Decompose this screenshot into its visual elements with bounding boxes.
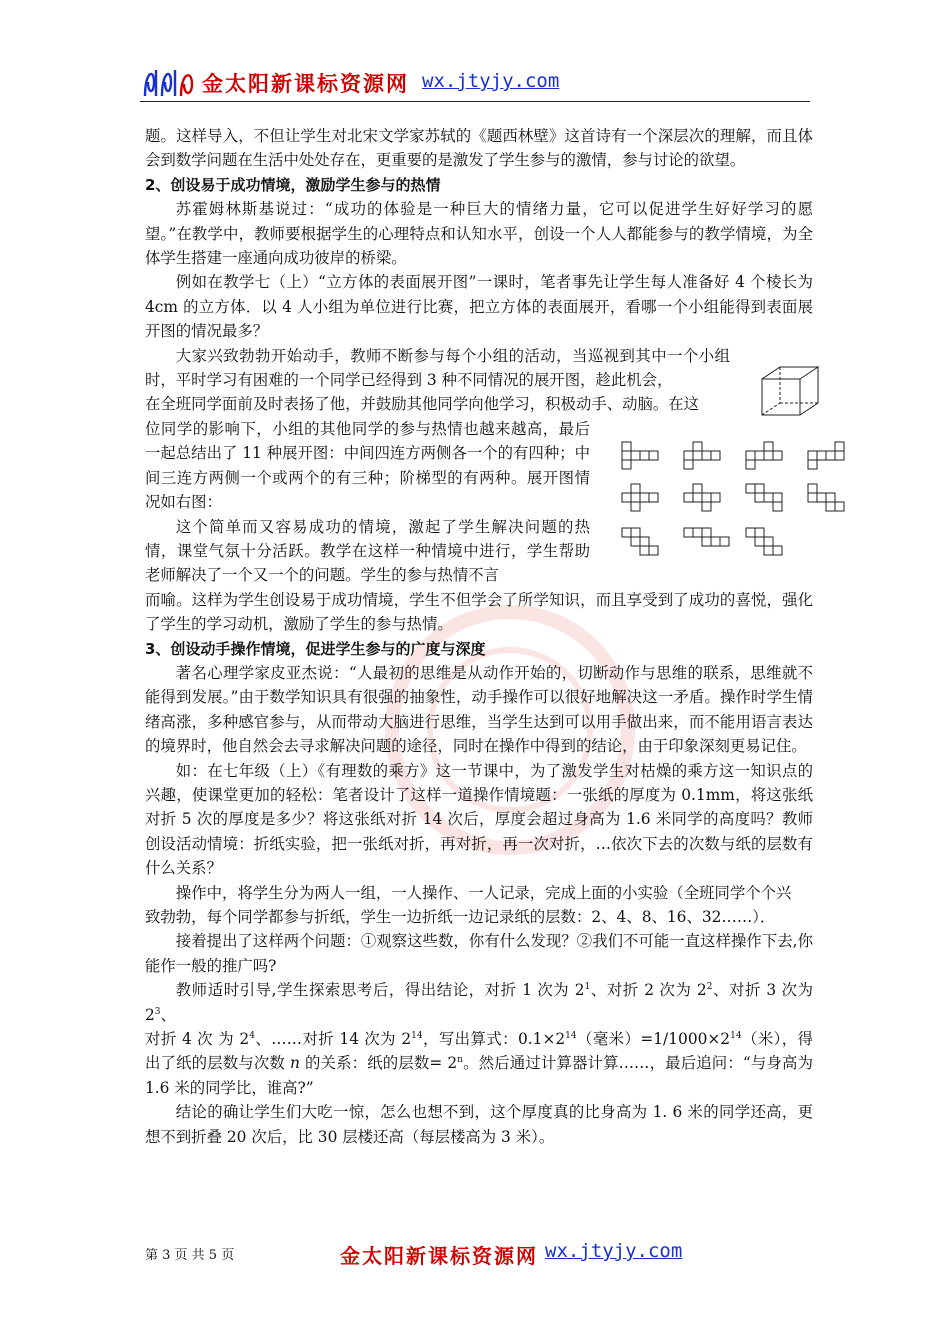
paragraph: 如：在七年级（上）《有理数的乘方》这一节课中，为了激发学生对枯燥的乘方这一知识点的兴趣，使课堂更加的轻松：笔者设计了这样一道操作情境题：一张纸的厚度为 0.1mm，将这张纸对折 5 次的厚度是多少？将这张纸对折 14 次后，厚度会超过身高为 1.6 米同学的高度吗？教师创设活动情境：折纸实验，把一张纸对折，再对折，再一次对折，…依次下去的次数与纸的层数有什么关系？ — [145, 761, 813, 878]
superscript: 3 — [154, 1006, 161, 1017]
net-square — [755, 493, 764, 502]
net-square — [764, 442, 773, 451]
text-run: 的关系：纸的层数= 2 — [299, 1054, 458, 1073]
variable-n: n — [290, 1054, 300, 1073]
net-square — [755, 528, 764, 537]
text-run: （米），得出了纸的层数与次数 — [145, 1030, 813, 1073]
net-square — [808, 460, 817, 469]
net-square — [693, 442, 702, 451]
net-square — [649, 451, 658, 460]
net-square — [764, 451, 773, 460]
net-square — [684, 528, 693, 537]
paragraph: 大家兴致勃勃开始动手，教师不断参与每个小组的活动，当巡视到其中一个小组时，平时学习有困难的一个同学已经得到 3 种不同情况的展开图，趁此机会， — [145, 346, 730, 390]
superscript: 14 — [730, 1030, 742, 1041]
net-square — [684, 460, 693, 469]
net-square — [649, 546, 658, 555]
net-square — [702, 537, 711, 546]
net-square — [702, 528, 711, 537]
page-header — [140, 62, 810, 102]
text-run: 、……对折 14 次为 2 — [254, 1030, 412, 1049]
superscript: 14 — [565, 1030, 577, 1041]
footer-url-link[interactable]: wx.jtyjy.com — [545, 1240, 683, 1262]
net-square — [808, 484, 817, 493]
net-square — [773, 493, 782, 502]
net-square — [817, 493, 826, 502]
site-logo-icon — [140, 62, 196, 102]
brand-name: 金太阳新课标资源网 — [202, 71, 409, 96]
net-square — [649, 493, 658, 502]
net-square — [746, 451, 755, 460]
net-square — [622, 528, 631, 537]
text-run: 、 — [160, 1005, 176, 1024]
net-square — [764, 537, 773, 546]
net-square — [622, 442, 631, 451]
paragraph — [145, 978, 813, 1027]
cube-nets-figure — [618, 440, 862, 570]
net-square — [817, 451, 826, 460]
net-square — [702, 502, 711, 511]
superscript: 4 — [249, 1030, 255, 1041]
net-square — [746, 528, 755, 537]
paragraph: 接着提出了这样两个问题：①观察这些数，你有什么发现？②我们不可能一直这样操作下去,你能作一般的推广吗? — [145, 932, 813, 975]
paragraph: 位同学的影响下，小组的其他同学的参与热情也越来越高，最后一起总结出了 11 种展开图：中间四连方两侧各一个的有四种；中间三连方两侧一个或两个的有三种；阶梯型的有两种。展开图情况如右图： — [145, 419, 590, 512]
net-square — [622, 493, 631, 502]
net-square — [808, 451, 817, 460]
net-square — [764, 493, 773, 502]
net-square — [826, 502, 835, 511]
net-square — [755, 451, 764, 460]
superscript: 2 — [706, 982, 713, 993]
net-square — [826, 493, 835, 502]
net-square — [835, 502, 844, 511]
net-square — [835, 442, 844, 451]
net-square — [835, 451, 844, 460]
net-square — [808, 493, 817, 502]
net-square — [640, 493, 649, 502]
text-run: 、对折 3 次为 2 — [145, 981, 814, 1024]
section-heading: 3、创设动手操作情境，促进学生参与的广度与深度 — [145, 639, 486, 658]
net-square — [622, 460, 631, 469]
cube-figure — [760, 365, 820, 417]
paragraph — [145, 1027, 813, 1100]
text-run: 教师适时引导,学生探索思考后，得出结论，对折 1 次为 2 — [175, 981, 585, 1000]
paragraph: 致勃勃，每个同学都参与折纸，学生一边折纸一边记录纸的层数：2、4、8、16、32……）． — [145, 908, 776, 926]
net-square — [693, 451, 702, 460]
site-url-link[interactable]: wx.jtyjy.com — [422, 70, 560, 92]
net-square — [693, 528, 702, 537]
paragraph: 而喻。这样为学生创设易于成功情境，学生不但学会了所学知识，而且享受到了成功的喜悦，强化了学生的学习动机，激励了学生的参与热情。 — [145, 590, 813, 634]
net-square — [693, 493, 702, 502]
paragraph: 操作中，将学生分为两人一组，一人操作、一人记录，完成上面的小实验（全班同学个个兴 — [175, 883, 792, 902]
net-square — [693, 484, 702, 493]
net-square — [640, 451, 649, 460]
paragraph: 题。这样导入，不但让学生对北宋文学家苏轼的《题西林壁》这首诗有一个深层次的理解，而且体会到数学问题在生活中处处存在，更重要的是激发了学生参与的激情，参与讨论的欲望。 — [145, 127, 813, 170]
net-square — [631, 451, 640, 460]
net-square — [711, 451, 720, 460]
superscript: 14 — [411, 1030, 423, 1041]
net-square — [631, 528, 640, 537]
paragraph: 这个简单而又容易成功的情境，激起了学生解决问题的热情，课堂气氛十分活跃。教学在这样一种情境中进行，学生帮助老师解决了一个又一个的问题。学生的参与热情不言 — [145, 517, 590, 585]
net-square — [631, 502, 640, 511]
net-square — [684, 451, 693, 460]
net-square — [755, 484, 764, 493]
net-square — [702, 493, 711, 502]
net-square — [640, 537, 649, 546]
text-run: 。然后通过计算器计算……，最后追问：“与身高为 1.6 米的同学比，谁高?” — [145, 1054, 813, 1097]
net-square — [684, 493, 693, 502]
section-heading: 2、创设易于成功情境，激励学生参与的热情 — [145, 175, 441, 194]
net-square — [631, 537, 640, 546]
superscript: n — [457, 1055, 463, 1066]
document-body — [145, 124, 813, 1149]
net-square — [773, 546, 782, 555]
net-square — [711, 537, 720, 546]
paragraph: 苏霍姆林斯基说过：“成功的体验是一种巨大的情绪力量，它可以促进学生好好学习的愿望。”在教学中，教师要根据学生的心理特点和认知水平，创设一个人人都能参与的教学情境，为全体学生搭建一座通向成功彼岸的桥梁。 — [145, 200, 813, 268]
paragraph: 在全班同学面前及时表扬了他，并鼓励其他同学向他学习，积极动手、动脑。在这 — [145, 395, 700, 414]
net-square — [702, 451, 711, 460]
page-number: 第 3 页 共 5 页 — [145, 1248, 235, 1263]
net-square — [755, 537, 764, 546]
superscript: 1 — [584, 982, 591, 993]
net-square — [631, 493, 640, 502]
net-square — [746, 484, 755, 493]
net-square — [746, 460, 755, 469]
net-square — [826, 451, 835, 460]
footer-brand: 金太阳新课标资源网 — [340, 1244, 538, 1268]
net-square — [720, 537, 729, 546]
text-run: 、对折 2 次为 2 — [590, 981, 707, 1000]
net-square — [711, 493, 720, 502]
net-square — [773, 502, 782, 511]
paragraph: 例如在教学七（上）“立方体的表面展开图”一课时，笔者事先让学生每人准备好 4 个棱长为 4cm 的立方体．以 4 人小组为单位进行比赛，把立方体的表面展开，看哪一个小组能得到表面展开图的情况最多？ — [145, 273, 813, 341]
text-run: ，写出算式：0.1×2 — [422, 1030, 566, 1049]
net-square — [640, 546, 649, 555]
net-square — [764, 546, 773, 555]
paragraph: 结论的确让学生们大吃一惊，怎么也想不到，这个厚度真的比身高为 1. 6 米的同学还高，更想不到折叠 20 次后，比 30 层楼还高（每层楼高为 3 米）。 — [145, 1103, 813, 1146]
net-square — [773, 451, 782, 460]
header-divider — [140, 101, 810, 102]
net-square — [631, 484, 640, 493]
text-run: 对折 4 次 为 2 — [145, 1030, 250, 1049]
paragraph: 著名心理学家皮亚杰说：“人最初的思维是从动作开始的，切断动作与思维的联系，思维就不能得到发展。”由于数学知识具有很强的抽象性，动手操作可以很好地解决这一矛盾。操作时学生情绪高涨，多种感官参与，从而带动大脑进行思维，当学生达到可以用手做出来，而不能用语言表达的境界时，他自然会去寻求解决问题的途径，同时在操作中得到的结论，由于印象深刻更易记住。 — [145, 663, 813, 756]
text-run: （毫米）=1/1000×2 — [576, 1030, 731, 1049]
net-square — [622, 451, 631, 460]
